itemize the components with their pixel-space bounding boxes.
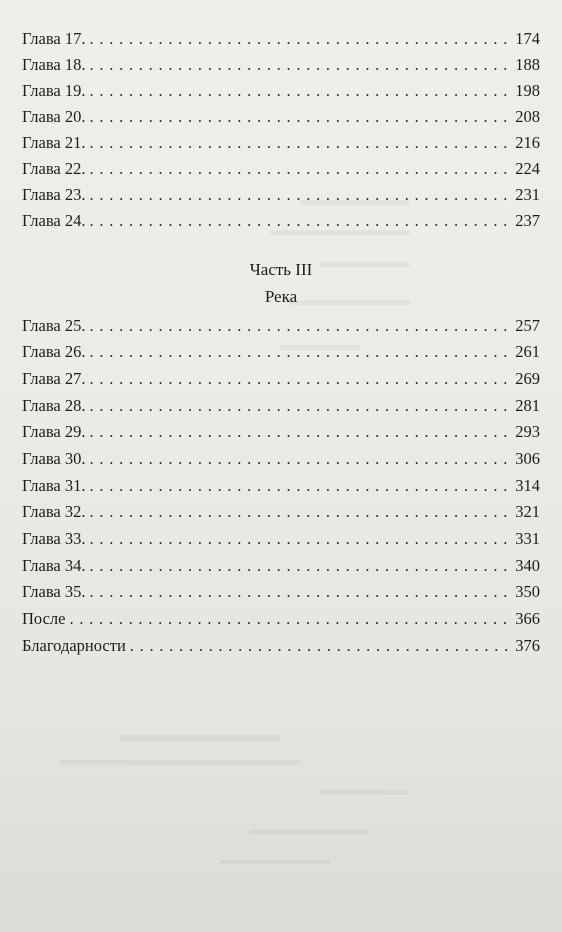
entry-page: 314 [515, 476, 540, 495]
entry-title: Глава 26. [22, 342, 86, 361]
entry-page: 340 [515, 556, 540, 575]
entry-page: 224 [515, 159, 540, 178]
toc-entry [22, 394, 540, 418]
dot-leader [88, 79, 512, 103]
entry-title: Глава 24. [22, 211, 86, 230]
dot-leader [88, 209, 512, 233]
entry-page: 376 [515, 636, 540, 655]
entry-title: Благодарности [22, 636, 126, 655]
dot-leader [88, 474, 512, 498]
dot-leader [88, 314, 512, 338]
entry-title: Глава 28. [22, 396, 86, 415]
dot-leader [88, 131, 512, 155]
dot-leader [88, 183, 512, 207]
entry-page: 237 [515, 211, 540, 230]
dot-leader [88, 157, 512, 181]
toc-entry [22, 634, 540, 658]
entry-page: 231 [515, 185, 540, 204]
dot-leader [88, 420, 512, 444]
toc-entry [22, 474, 540, 498]
entry-page: 198 [515, 81, 540, 100]
entry-title: Глава 29. [22, 422, 86, 441]
toc-entry [22, 554, 540, 578]
entry-title: Глава 25. [22, 316, 86, 335]
dot-leader [88, 447, 512, 471]
entry-page: 281 [515, 396, 540, 415]
entry-title: Глава 33. [22, 529, 86, 548]
entry-title: Глава 31. [22, 476, 86, 495]
dot-leader [88, 105, 512, 129]
toc-entry [22, 580, 540, 604]
dot-leader [88, 500, 512, 524]
toc-entry [22, 420, 540, 444]
entry-page: 269 [515, 369, 540, 388]
dot-leader [88, 527, 512, 551]
entry-page: 366 [515, 609, 540, 628]
entry-page: 174 [515, 29, 540, 48]
toc-entry [22, 157, 540, 181]
dot-leader [88, 367, 512, 391]
toc-entry [22, 447, 540, 471]
entry-title: Глава 32. [22, 502, 86, 521]
entry-title: Глава 19. [22, 81, 86, 100]
dot-leader [88, 340, 512, 364]
toc-entry [22, 500, 540, 524]
toc-entry [22, 340, 540, 364]
entry-title: Глава 21. [22, 133, 86, 152]
entry-title: Глава 20. [22, 107, 86, 126]
entry-page: 331 [515, 529, 540, 548]
dot-leader [128, 634, 511, 658]
dot-leader [88, 580, 512, 604]
entry-page: 350 [515, 582, 540, 601]
entry-title: Глава 35. [22, 582, 86, 601]
toc-entry [22, 131, 540, 155]
entry-page: 216 [515, 133, 540, 152]
entry-title: Глава 22. [22, 159, 86, 178]
entry-page: 257 [515, 316, 540, 335]
toc-entry [22, 527, 540, 551]
dot-leader [67, 607, 511, 631]
entry-page: 293 [515, 422, 540, 441]
entry-page: 321 [515, 502, 540, 521]
entry-page: 188 [515, 55, 540, 74]
toc-entry [22, 105, 540, 129]
part-title: Река [264, 287, 298, 306]
entry-title: Глава 17. [22, 29, 86, 48]
entry-page: 261 [515, 342, 540, 361]
entry-title: Глава 18. [22, 55, 86, 74]
part-label: Часть III [249, 260, 313, 279]
toc-entry [22, 209, 540, 233]
toc-entry [22, 27, 540, 51]
entry-title: Глава 27. [22, 369, 86, 388]
dot-leader [88, 554, 512, 578]
dot-leader [88, 53, 512, 77]
entry-title: Глава 34. [22, 556, 86, 575]
dot-leader [88, 394, 512, 418]
toc-entry [22, 314, 540, 338]
entry-page: 208 [515, 107, 540, 126]
entry-title: Глава 23. [22, 185, 86, 204]
toc-entry [22, 53, 540, 77]
dot-leader [88, 27, 512, 51]
entry-title: После [22, 609, 66, 628]
toc-entry [22, 79, 540, 103]
toc-entry [22, 607, 540, 631]
toc-entry [22, 183, 540, 207]
entry-page: 306 [515, 449, 540, 468]
toc-entry [22, 367, 540, 391]
entry-title: Глава 30. [22, 449, 86, 468]
